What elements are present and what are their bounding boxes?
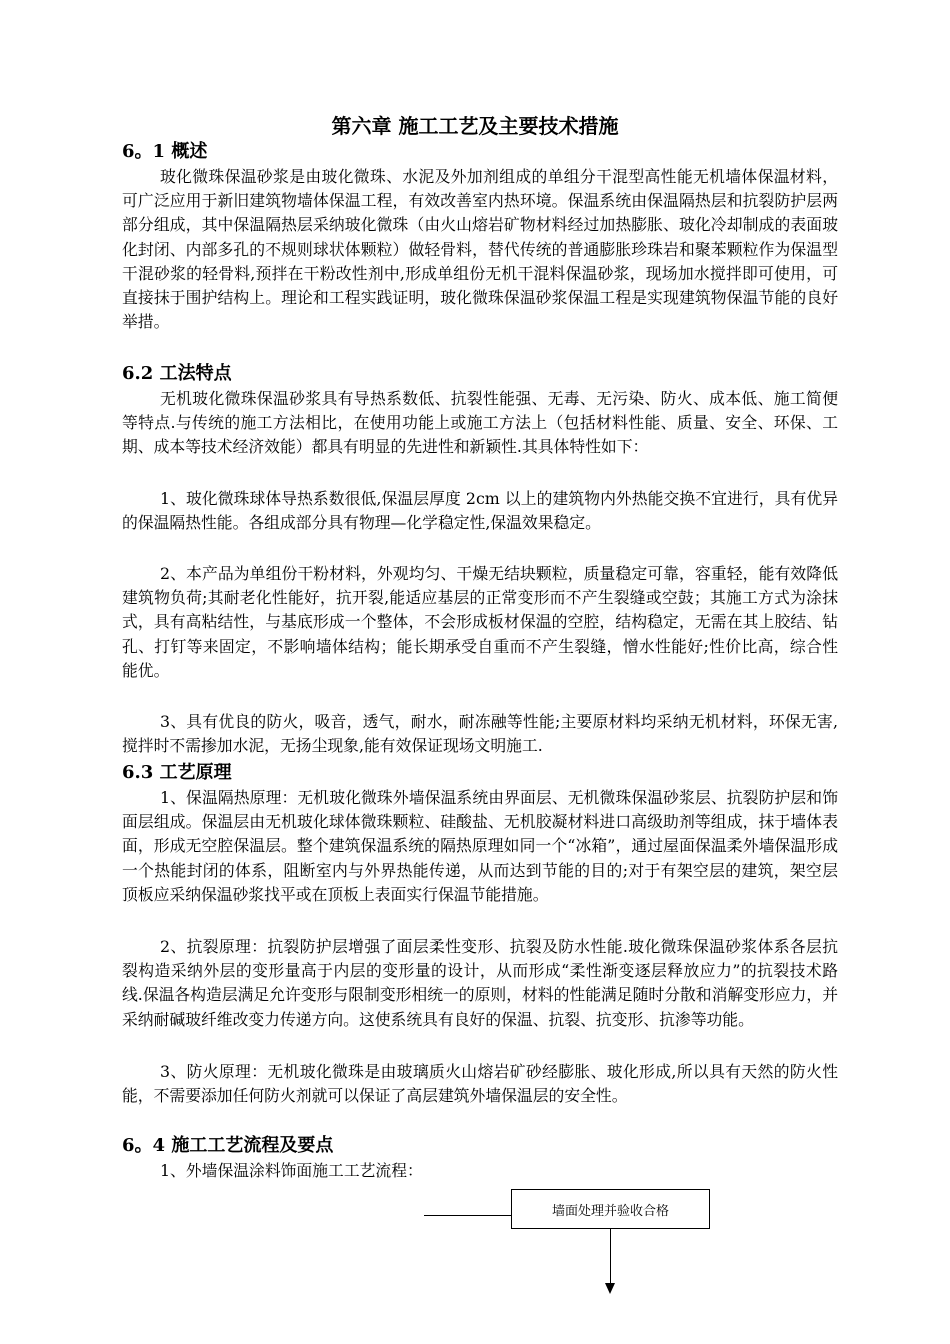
flowchart-connector-left [424,1215,511,1216]
section-heading-6-4: 6。4 施工工艺流程及要点 [122,1135,334,1156]
section-heading-6-2: 6.2 工法特点 [122,363,232,384]
flowchart-arrow-down-icon [605,1283,615,1294]
flowchart-connector-down [610,1229,611,1289]
paragraph-6-3-insulation: 1、保温隔热原理：无机玻化微珠外墙保温系统由界面层、无机微珠保温砂浆层、抗裂防护层和饰面层组成。保温层由无机玻化球体微珠颗粒、硅酸盐、无机胶凝材料进口高级助剂等组成，抹于墙体表面，形成无空腔保温层。整个建筑保温系统的隔热原理如同一个“冰箱”，通过屋面保温柔外墙保温形成一个热能封闭的体系，阻断室内与外界热能传递，从而达到节能的目的;对于有架空层的建筑，架空层顶板应采纳保温砂浆找平或在顶板上表面实行保温节能措施。 [122,788,838,904]
paragraph-6-3-fireproof: 3、防火原理：无机玻化微珠是由玻璃质火山熔岩矿砂经膨胀、玻化形成,所以具有天然的防火性能，不需要添加任何防火剂就可以保证了高层建筑外墙保温层的安全性。 [122,1062,838,1106]
flowchart-step-box [511,1189,710,1229]
chapter-title: 第六章 施工工艺及主要技术措施 [331,114,619,138]
section-heading-6-3: 6.3 工艺原理 [122,762,232,783]
paragraph-6-3-anticrack: 2、抗裂原理：抗裂防护层增强了面层柔性变形、抗裂及防水性能.玻化微珠保温砂浆体系各层抗裂构造采纳外层的变形量高于内层的变形量的设计，从而形成“柔性渐变逐层释放应力”的抗裂技术路线.保温各构造层满足允许变形与限制变形相统一的原则，材料的性能满足随时分散和消解变形应力，并采纳耐碱玻纤维改变力传递方向。这使系统具有良好的保温、抗裂、抗变形、抗渗等功能。 [122,937,838,1029]
paragraph-6-2-feature-1: 1、玻化微珠球体导热系数很低,保温层厚度 2cm 以上的建筑物内外热能交换不宜进行，具有优异的保温隔热性能。各组成部分具有物理—化学稳定性,保温效果稳定。 [122,489,838,533]
paragraph-6-1-overview: 玻化微珠保温砂浆是由玻化微珠、水泥及外加剂组成的单组分干混型高性能无机墙体保温材料，可广泛应用于新旧建筑物墙体保温工程，有效改善室内热环境。保温系统由保温隔热层和抗裂防护层两部分组成，其中保温隔热层采纳玻化微珠（由火山熔岩矿物材料经过加热膨胀、玻化冷却制成的表面玻化封闭、内部多孔的不规则球状体颗粒）做轻骨料，替代传统的普通膨胀珍珠岩和聚苯颗粒作为保温型干混砂浆的轻骨料,预拌在干粉改性剂中,形成单组份无机干混料保温砂浆，现场加水搅拌即可使用，可直接抹于围护结构上。理论和工程实践证明，玻化微珠保温砂浆保温工程是实现建筑物保温节能的良好举措。 [122,167,838,332]
section-heading-6-1: 6。1 概述 [122,141,208,162]
paragraph-6-2-feature-3: 3、具有优良的防火，吸音，透气，耐水，耐冻融等性能;主要原材料均采纳无机材料，环保无害,搅拌时不需掺加水泥，无扬尘现象,能有效保证现场文明施工. [122,712,838,756]
paragraph-6-4-process: 1、外墙保温涂料饰面施工工艺流程： [160,1161,423,1180]
paragraph-6-2-intro: 无机玻化微珠保温砂浆具有导热系数低、抗裂性能强、无毒、无污染、防火、成本低、施工简便等特点.与传统的施工方法相比，在使用功能上或施工方法上（包括材料性能、质量、安全、环保、工期、成本等技术经济效能）都具有明显的先进性和新颖性.其具体特性如下： [122,389,838,457]
flowchart-step-label: 墙面处理并验收合格 [551,1203,669,1219]
paragraph-6-2-feature-2: 2、本产品为单组份干粉材料，外观均匀、干燥无结块颗粒，质量稳定可靠，容重轻，能有效降低建筑物负荷;其耐老化性能好，抗开裂,能适应基层的正常变形而不产生裂缝或空鼓；其施工方式为涂抹式，具有高粘结性，与基底形成一个整体，不会形成板材保温的空腔，结构稳定，无需在其上胶结、钻孔、打钉等来固定，不影响墙体结构；能长期承受自重而不产生裂缝，憎水性能好;性价比高，综合性能优。 [122,564,838,680]
